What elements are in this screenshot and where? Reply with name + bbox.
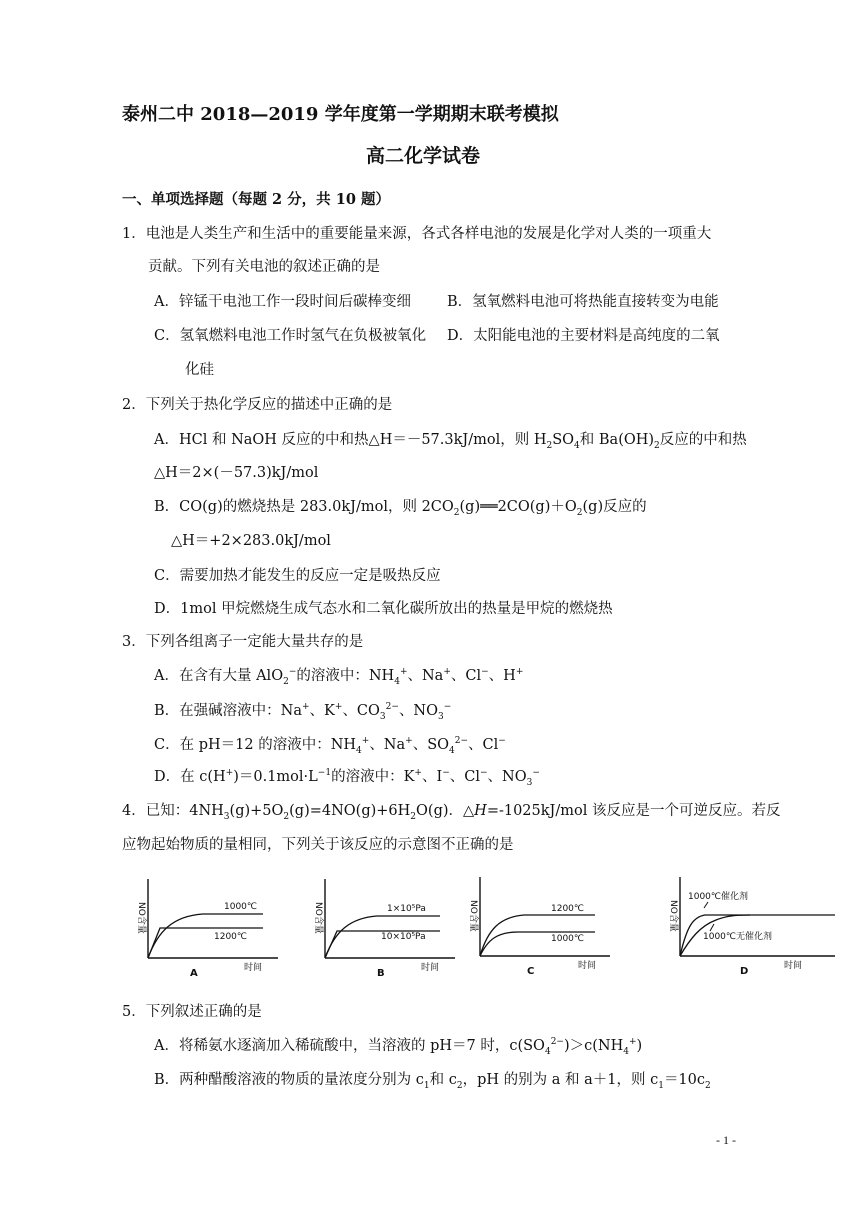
graph-d-xlabel: 时间 <box>784 961 803 971</box>
q1-option-b: B．氢氧燃料电池可将热能直接转变为电能 <box>447 294 719 310</box>
q1-option-d: D．太阳能电池的主要材料是高纯度的二氧 <box>447 328 720 344</box>
graph-a-lower-label: 1200℃ <box>214 932 248 942</box>
graph-d-ylabel: NO含量 <box>668 900 678 932</box>
page-number: - 1 - <box>716 1133 736 1147</box>
q2-option-c: C．需要加热才能发生的反应一定是吸热反应 <box>154 568 441 584</box>
graph-c-label: C <box>527 966 535 977</box>
graph-d-label: D <box>740 966 749 977</box>
graph-a-xlabel: 时间 <box>244 963 263 973</box>
question-5-stem: 5．下列叙述正确的是 <box>122 1004 262 1020</box>
graph-a-ylabel: NO含量 <box>136 902 146 934</box>
graph-c-ylabel: NO含量 <box>468 900 478 932</box>
graph-c-lower-label: 1000℃ <box>551 934 585 944</box>
q5-option-a: A．将稀氨水逐滴加入稀硫酸中，当溶液的 pH＝7 时，$c(SO_4^{2-})>c(NH_4^+)$ <box>154 1037 643 1057</box>
graph-d-upper-label: 1000℃催化剂 <box>688 892 749 902</box>
q2-option-b-cont: △H＝+2×283.0kJ/mol <box>171 533 331 549</box>
graph-d-upper-arrow <box>704 902 708 908</box>
q1-option-d-cont: 化硅 <box>185 362 214 378</box>
q3-option-a: A．在含有大量 AlO$_2$−的溶液中：$NH_4^+$、Na+、Cl−、H+ <box>154 667 524 687</box>
graph-c-xlabel: 时间 <box>578 961 597 971</box>
graph-d-lower-label: 1000℃无催化剂 <box>703 932 773 942</box>
graph-d <box>660 874 840 978</box>
exam-title: 泰州二中 2018—2019 学年度第一学期期末联考模拟 <box>122 104 559 125</box>
graph-d-lower-arrow <box>710 924 714 931</box>
q1-option-a: A．锌锰干电池工作一段时间后碳棒变细 <box>154 294 411 310</box>
q2-option-d: D．1mol 甲烷燃烧生成气态水和二氧化碳所放出的热量是甲烷的燃烧热 <box>154 601 613 617</box>
q2-option-b: B．CO(g)的燃烧热是 283.0kJ/mol，则 $2CO_2(g)══2CO(g)+O_2(g)$反应的 <box>154 499 647 518</box>
q3-option-d: D．在 $c(H^+)=0.1mol\cdot L^{-1}$的溶液中：K+、I−、Cl−、$NO_3^-$ <box>154 768 540 788</box>
exam-subtitle: 高二化学试卷 <box>366 145 481 167</box>
question-1-stem-cont: 贡献。下列有关电池的叙述正确的是 <box>148 259 380 275</box>
graph-b-label: B <box>377 968 385 979</box>
graph-b-upper-label: 1×10⁵Pa <box>387 904 426 914</box>
q3-option-c: C．在 pH＝12 的溶液中：$NH_4^+$、Na+、$SO_4^{2-}$、Cl− <box>154 736 506 756</box>
q3-option-b: B．在强碱溶液中：Na+、K+、$CO_3^{2-}$、$NO_3^-$ <box>154 702 452 722</box>
question-2-stem: 2．下列关于热化学反应的描述中正确的是 <box>122 397 393 413</box>
graph-a-label: A <box>190 968 198 979</box>
question-1-stem: 1．电池是人类生产和生活中的重要能量来源，各式各样电池的发展是化学对人类的一项重大 <box>122 226 712 242</box>
question-4-stem: 4．已知：$4NH_3(g)+5O_2(g)=4NO(g)+6H_2O(g)$．△H=-1025kJ/mol 该反应是一个可逆反应。若反 <box>122 803 781 822</box>
question-3-stem: 3．下列各组离子一定能大量共存的是 <box>122 634 364 650</box>
graph-c-upper-label: 1200℃ <box>551 904 585 914</box>
graph-b-xlabel: 时间 <box>421 963 440 973</box>
question-4-stem-cont: 应物起始物质的量相同，下列关于该反应的示意图不正确的是 <box>122 837 514 853</box>
graph-a-upper-label: 1000℃ <box>224 902 258 912</box>
graph-b-ylabel: NO含量 <box>313 902 323 934</box>
graph-b-lower-label: 10×10⁵Pa <box>381 932 426 942</box>
q2-option-a-cont: △H＝2×(－57.3)kJ/mol <box>154 465 319 481</box>
section-heading: 一、单项选择题（每题 2 分，共 10 题） <box>122 191 390 208</box>
graph-b <box>305 876 465 980</box>
graph-c <box>460 874 620 978</box>
graph-a <box>128 876 288 980</box>
q5-option-b: B．两种醋酸溶液的物质的量浓度分别为 $c_1$和 $c_2$，pH 的别为 a 和 a＋1，则 $c_1=10c_2$ <box>154 1072 711 1091</box>
q1-option-c: C．氢氧燃料电池工作时氢气在负极被氧化 <box>154 328 427 344</box>
q2-option-a: A．HCl 和 NaOH 反应的中和热△H＝－57.3kJ/mol，则 $H_2SO_4$和 $Ba(OH)_2$反应的中和热 <box>154 432 747 451</box>
